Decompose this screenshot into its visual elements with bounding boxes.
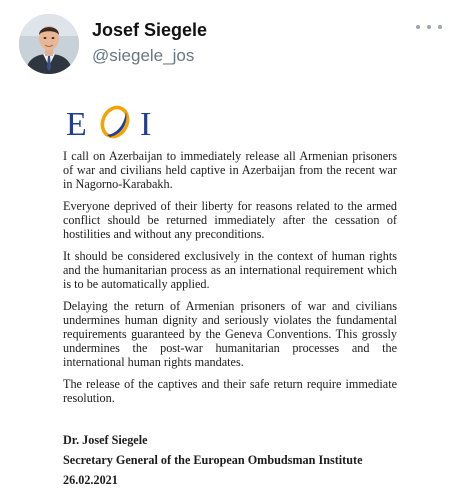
dot <box>438 25 442 29</box>
svg-text:E: E <box>66 106 87 140</box>
paragraph: I call on Azerbaijan to immediately release all Armenian prisoners of war and civilians held captive in Azerbaijan from the recent war in Nagorno-Karabakh. <box>63 149 397 191</box>
profile-photo <box>19 14 79 74</box>
statement-body <box>63 149 397 413</box>
signature-block <box>63 430 433 490</box>
tweet-header <box>0 0 450 92</box>
statement-date: 26.02.2021 <box>63 473 118 487</box>
eoi-logo <box>66 104 176 140</box>
signatory-name: Dr. Josef Siegele <box>63 433 148 447</box>
dot <box>416 25 420 29</box>
svg-text:I: I <box>140 106 152 140</box>
statement-image <box>0 92 450 497</box>
paragraph: It should be considered exclusively in the context of human rights and the humanitarian process as an international requirement which is to be automatically applied. <box>63 249 397 291</box>
dot <box>427 25 431 29</box>
display-name[interactable]: Josef Siegele <box>92 20 208 40</box>
user-handle[interactable]: @siegele_jos <box>92 46 195 65</box>
paragraph: Everyone deprived of their liberty for reasons related to the armed conflict should be returned immediately after the cessation of hostilities and without any preconditions. <box>63 199 397 241</box>
paragraph: The release of the captives and their safe return require immediate resolution. <box>63 377 397 405</box>
paragraph: Delaying the return of Armenian prisoners of war and civilians undermines human dignity and seriously violates the fundamental requirements guaranteed by the Geneva Conventions. This grossly undermines the post-war humanitarian processes and the international human rights mandates. <box>63 299 397 369</box>
more-horizontal-icon[interactable] <box>416 20 442 34</box>
avatar[interactable] <box>19 14 79 74</box>
signatory-title: Secretary General of the European Ombudsman Institute <box>63 453 363 467</box>
